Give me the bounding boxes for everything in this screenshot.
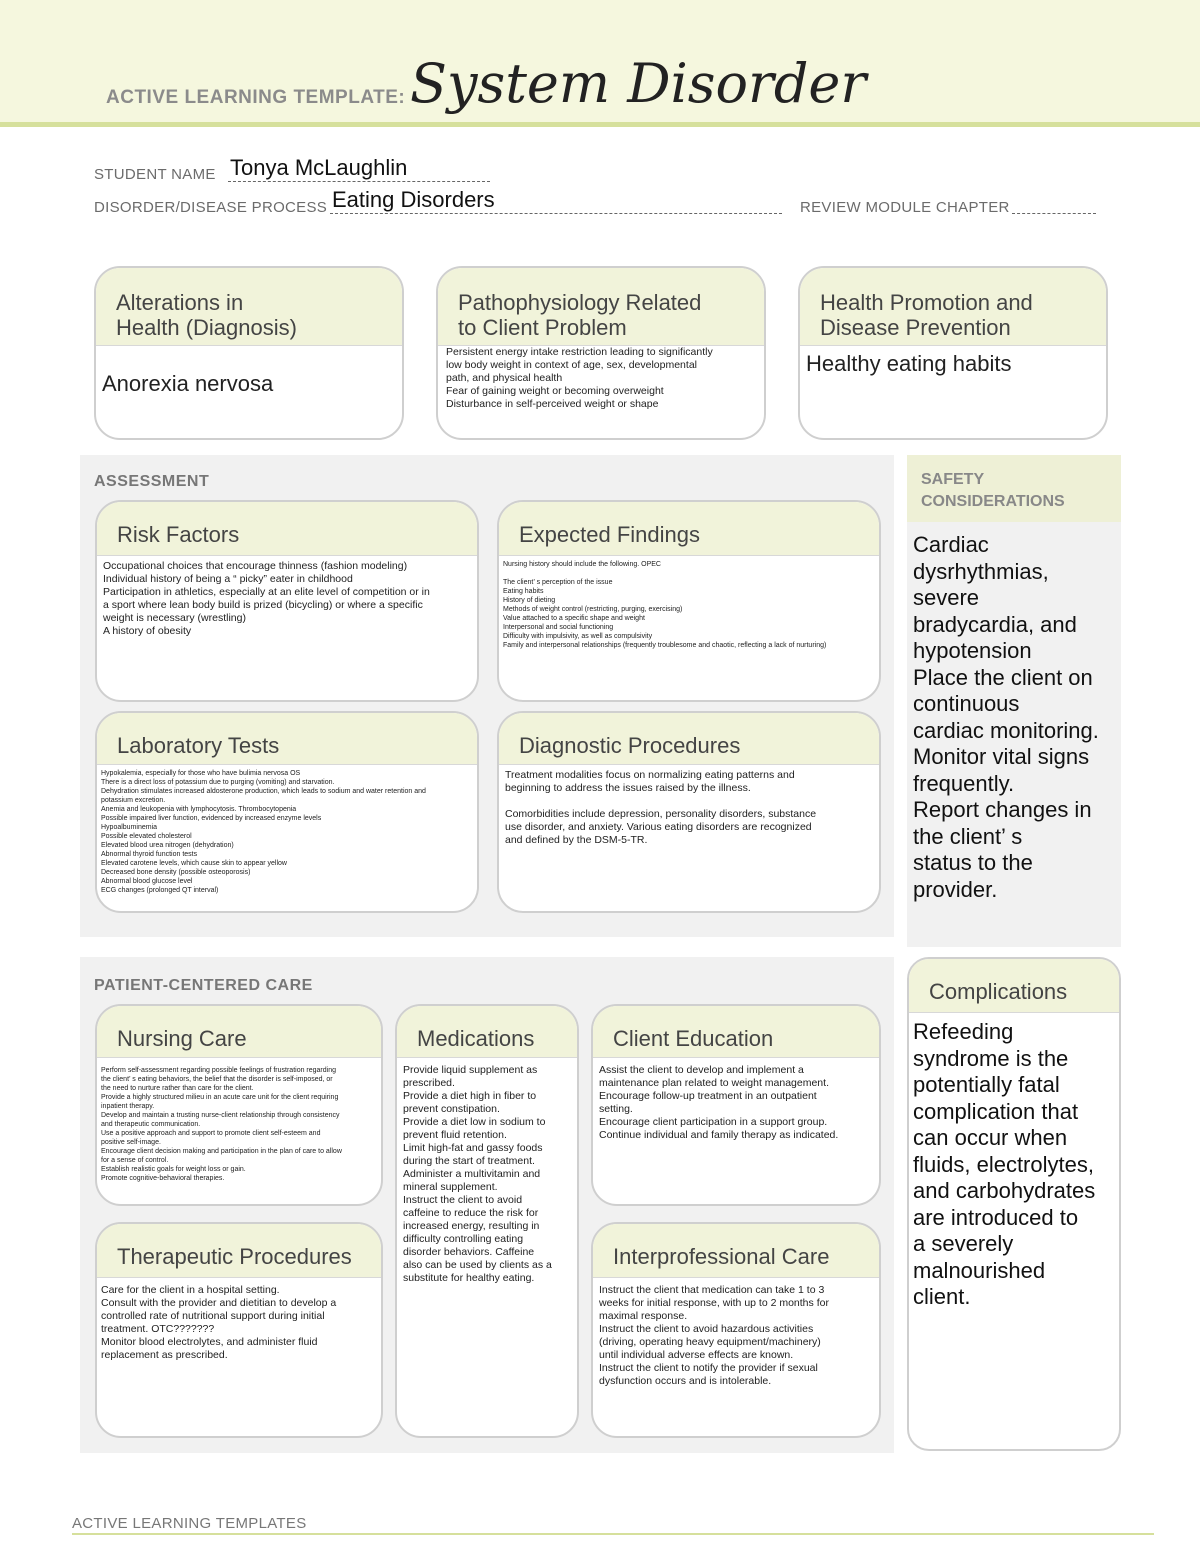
medication-line: Limit high-fat and gassy foods — [403, 1142, 543, 1154]
medication-line: Instruct the client to avoid — [403, 1194, 523, 1206]
safety-label-line-1: SAFETY — [921, 471, 985, 488]
client-education-card-header: Client Education — [593, 1006, 879, 1058]
expected-finding-line: Nursing history should include the following. OPEC — [503, 561, 661, 568]
complications-line: potentially fatal — [913, 1072, 1060, 1097]
health-promotion-card — [798, 266, 1108, 440]
medications-card — [395, 1004, 579, 1438]
medication-line: difficulty controlling eating — [403, 1233, 524, 1245]
therapeutic-line: Care for the client in a hospital setting. — [101, 1284, 280, 1296]
safety-line: severe — [913, 585, 980, 610]
client-education-line: Continue individual and family therapy as indicated. — [599, 1129, 839, 1141]
student-name-value[interactable]: Tonya McLaughlin — [230, 155, 408, 180]
nursing-care-body — [97, 1058, 381, 1191]
laboratory-tests-body — [97, 765, 477, 899]
expected-finding-line: Difficulty with impulsivity, as well as compulsivity — [503, 633, 653, 640]
medications-body — [397, 1058, 577, 1291]
interprofessional-line: (driving, operating heavy equipment/machinery) — [599, 1336, 821, 1348]
nursing-care-line: Promote cognitive-behavioral therapies. — [101, 1175, 225, 1182]
complications-line: are introduced to — [913, 1204, 1079, 1230]
student-name-underline — [228, 181, 490, 182]
patient-centered-care-label: PATIENT-CENTERED CARE — [94, 977, 313, 994]
client-education-line: Encourage follow-up treatment in an outpatient — [599, 1090, 817, 1102]
safety-line: Monitor vital signs — [913, 744, 1090, 769]
nursing-care-line: Provide a highly structured milieu in an acute care unit for the client requiring — [101, 1094, 339, 1101]
diagnostic-procedures-body — [499, 765, 879, 851]
lab-test-line: Possible elevated cholesterol — [101, 833, 192, 840]
interprofessional-line: Instruct the client that medication can take 1 to 3 — [599, 1284, 825, 1296]
footer-divider — [72, 1533, 1154, 1535]
safety-line: cardiac monitoring. — [913, 717, 1099, 743]
medication-line: substitute for healthy eating. — [403, 1272, 535, 1284]
therapeutic-procedures-card-header: Therapeutic Procedures — [97, 1224, 381, 1278]
patho-line: path, and physical health — [446, 372, 563, 384]
disorder-value[interactable]: Eating Disorders — [332, 187, 495, 212]
nursing-care-card-header: Nursing Care — [97, 1006, 381, 1058]
interprofessional-care-body — [593, 1278, 879, 1394]
client-education-line: Assist the client to develop and implement a — [599, 1064, 804, 1076]
nursing-care-line: the need to nurture rather than care for the client. — [101, 1085, 254, 1092]
interprofessional-line: maximal response. — [599, 1310, 688, 1322]
diagnostic-line: beginning to address the issues raised by the illness. — [505, 782, 751, 794]
client-education-line: maintenance plan related to weight management. — [599, 1077, 829, 1089]
expected-findings-card-header: Expected Findings — [499, 502, 879, 556]
expected-findings-body — [499, 556, 879, 654]
expected-finding-line: Family and interpersonal relationships (frequently troublesome and chaotic, reflecting a lack of nurturing) — [503, 642, 827, 649]
nursing-care-line: inpatient therapy. — [101, 1103, 155, 1110]
safety-line: status to the — [913, 850, 1033, 875]
interprofessional-line: Instruct the client to avoid hazardous activities — [599, 1323, 814, 1335]
expected-finding-line: Eating habits — [503, 588, 544, 595]
lab-test-line: Anemia and leukopenia with lymphocytosis. Thrombocytopenia — [101, 806, 297, 813]
medication-line: caffeine to reduce the risk for — [403, 1207, 539, 1219]
diagnostic-line: use disorder, and anxiety. Various eating disorders are recognized — [505, 821, 812, 833]
patho-line: Disturbance in self-perceived weight or shape — [446, 398, 659, 410]
alterations-title-line-2: Health (Diagnosis) — [116, 315, 297, 340]
complications-line: and carbohydrates — [913, 1178, 1096, 1203]
lab-test-line: Possible impaired liver function, evidenced by increased enzyme levels — [101, 815, 322, 822]
lab-test-line: ECG changes (prolonged QT interval) — [101, 887, 219, 894]
complications-card-header: Complications — [909, 959, 1119, 1013]
lab-test-line: Dehydration stimulates increased aldosterone production, which leads to sodium and water retention and — [101, 788, 426, 795]
medication-line: also can be used by clients as a — [403, 1259, 552, 1271]
nursing-care-line: the client’ s eating behaviors, the belief that the disorder is self-imposed, or — [101, 1076, 333, 1083]
expected-findings-card — [497, 500, 881, 702]
safety-line: the client’ s — [913, 823, 1023, 849]
client-education-line: setting. — [599, 1103, 633, 1115]
nursing-care-line: positive self-image. — [101, 1139, 161, 1146]
health-promotion-body: Healthy eating habits — [806, 351, 1012, 376]
diagnostic-line: Treatment modalities focus on normalizing eating patterns and — [505, 769, 795, 781]
patho-title-line-1: Pathophysiology Related — [458, 290, 702, 315]
medication-line: prescribed. — [403, 1077, 455, 1089]
therapeutic-line: Monitor blood electrolytes, and administer fluid — [101, 1336, 318, 1348]
health-promotion-title-line-1: Health Promotion and — [820, 290, 1033, 315]
complications-line: can occur when — [913, 1125, 1068, 1150]
therapeutic-procedures-card — [95, 1222, 383, 1438]
safety-line: Place the client on — [913, 664, 1093, 690]
risk-factor-line: Participation in athletics, especially at an elite level of competition or in — [103, 586, 430, 598]
safety-line: Report changes in — [913, 797, 1092, 822]
disorder-underline — [330, 213, 782, 214]
therapeutic-line: replacement as prescribed. — [101, 1349, 228, 1361]
lab-test-line: Hypoalbuminemia — [101, 824, 158, 831]
alterations-card — [94, 266, 404, 440]
safety-text — [913, 532, 1117, 903]
therapeutic-line: Consult with the provider and dietitian to develop a — [101, 1297, 337, 1309]
expected-finding-line: History of dieting — [503, 597, 556, 604]
interprofessional-care-card — [591, 1222, 881, 1438]
assessment-label: ASSESSMENT — [94, 473, 210, 490]
safety-header — [907, 455, 1121, 522]
student-name-label: STUDENT NAME — [94, 166, 216, 183]
interprofessional-line: until individual adverse effects are known. — [599, 1349, 794, 1361]
medication-line: during the start of treatment. — [403, 1155, 535, 1167]
safety-line: Cardiac — [913, 532, 989, 557]
diagnostic-line: Comorbidities include depression, personality disorders, substance — [505, 808, 817, 820]
safety-line: continuous — [913, 691, 1020, 716]
diagnostic-line: and defined by the DSM-5-TR. — [505, 834, 648, 846]
alterations-card-header — [96, 268, 402, 346]
therapeutic-line: treatment. OTC??????? — [101, 1323, 215, 1335]
lab-test-line: Abnormal thyroid function tests — [101, 851, 198, 858]
client-education-card — [591, 1004, 881, 1206]
client-education-line: Encourage client participation in a support group. — [599, 1116, 828, 1128]
interprofessional-care-card-header: Interprofessional Care — [593, 1224, 879, 1278]
diagnostic-procedures-card — [497, 711, 881, 913]
lab-test-line: Decreased bone density (possible osteoporosis) — [101, 869, 251, 876]
risk-factor-line: weight is necessary (wrestling) — [103, 612, 246, 624]
diagnostic-line — [505, 795, 873, 808]
medication-line: Administer a multivitamin and — [403, 1168, 541, 1180]
nursing-care-line: for a sense of control. — [101, 1157, 169, 1164]
complications-line: complication that — [913, 1098, 1079, 1124]
expected-finding-line: The client’ s perception of the issue — [503, 579, 613, 586]
risk-factor-line: a sport where lean body build is prized (bicycling) or where a specific — [103, 599, 423, 611]
laboratory-tests-card-header: Laboratory Tests — [97, 713, 477, 765]
diagnostic-procedures-card-header: Diagnostic Procedures — [499, 713, 879, 765]
safety-line: provider. — [913, 876, 998, 902]
therapeutic-line: controlled rate of nutritional support during initial — [101, 1310, 325, 1322]
nursing-care-line: Encourage client decision making and participation in the plan of care to allow — [101, 1148, 342, 1155]
lab-test-line: Hypokalemia, especially for those who have bulimia nervosa OS — [101, 770, 301, 777]
nursing-care-line: and therapeutic communication. — [101, 1121, 201, 1128]
risk-factor-line: Occupational choices that encourage thinness (fashion modeling) — [103, 560, 408, 572]
laboratory-tests-card — [95, 711, 479, 913]
patho-line: Persistent energy intake restriction leading to significantly — [446, 346, 713, 358]
risk-factors-body — [97, 556, 477, 642]
patho-body — [438, 346, 764, 411]
nursing-care-line: Use a positive approach and support to promote client self-esteem and — [101, 1130, 321, 1137]
lab-test-line: Elevated blood urea nitrogen (dehydration) — [101, 842, 234, 849]
complications-line: a severely — [913, 1231, 1014, 1256]
medication-line: Provide liquid supplement as — [403, 1064, 538, 1076]
interprofessional-line: dysfunction occurs and is intolerable. — [599, 1375, 772, 1387]
chapter-underline[interactable] — [1012, 213, 1096, 214]
complications-line: fluids, electrolytes, — [913, 1151, 1094, 1177]
medication-line: Provide a diet low in sodium to — [403, 1116, 546, 1128]
risk-factor-line: A history of obesity — [103, 625, 192, 637]
patho-card-header — [438, 268, 764, 346]
safety-line: frequently. — [913, 770, 1015, 796]
risk-factors-card-header: Risk Factors — [97, 502, 477, 556]
lab-test-line: potassium excretion. — [101, 797, 166, 804]
safety-line: bradycardia, and — [913, 611, 1077, 637]
medication-line: Provide a diet high in fiber to — [403, 1090, 537, 1102]
expected-finding-line: Interpersonal and social functioning — [503, 624, 614, 631]
medication-line: prevent constipation. — [403, 1103, 500, 1115]
client-education-body — [593, 1058, 879, 1148]
expected-finding-line: Value attached to a specific shape and weight — [503, 615, 645, 622]
health-promotion-card-header — [800, 268, 1106, 346]
risk-factor-line: Individual history of being a “ picky” eater in childhood — [103, 573, 353, 585]
medication-line: mineral supplement. — [403, 1181, 498, 1193]
header-divider — [0, 122, 1200, 127]
expected-finding-line — [503, 569, 875, 578]
therapeutic-procedures-body — [97, 1278, 381, 1368]
patho-card — [436, 266, 766, 440]
expected-finding-line: Methods of weight control (restricting, purging, exercising) — [503, 606, 683, 613]
template-label: ACTIVE LEARNING TEMPLATE: — [106, 87, 406, 108]
patho-line: low body weight in context of age, sex, developmental — [446, 359, 697, 371]
safety-line: hypotension — [913, 638, 1032, 663]
complications-line: client. — [913, 1284, 971, 1309]
lab-test-line: Elevated carotene levels, which cause skin to appear yellow — [101, 860, 287, 867]
footer-text: ACTIVE LEARNING TEMPLATES — [72, 1515, 307, 1532]
medication-line: increased energy, resulting in — [403, 1220, 540, 1232]
lab-test-line: There is a direct loss of potassium due to purging (vomiting) and starvation. — [101, 779, 335, 786]
interprofessional-line: weeks for initial response, with up to 2 months for — [599, 1297, 829, 1309]
health-promotion-title-line-2: Disease Prevention — [820, 315, 1011, 340]
chapter-label: REVIEW MODULE CHAPTER — [800, 199, 1010, 216]
disorder-label: DISORDER/DISEASE PROCESS — [94, 199, 328, 216]
page-title: System Disorder — [410, 52, 867, 115]
nursing-care-line: Establish realistic goals for weight loss or gain. — [101, 1166, 246, 1173]
medications-card-header: Medications — [397, 1006, 577, 1058]
complications-line: syndrome is the — [913, 1045, 1069, 1071]
complications-text — [913, 1019, 1117, 1311]
medication-line: disorder behaviors. Caffeine — [403, 1246, 535, 1258]
safety-label-line-2: CONSIDERATIONS — [921, 493, 1065, 510]
nursing-care-line: Develop and maintain a trusting nurse-client relationship through consistency — [101, 1112, 340, 1119]
nursing-care-card — [95, 1004, 383, 1206]
patho-title-line-2: to Client Problem — [458, 315, 627, 340]
nursing-care-line: Perform self-assessment regarding possible feelings of frustration regarding — [101, 1067, 337, 1074]
interprofessional-line: Instruct the client to notify the provider if sexual — [599, 1362, 818, 1374]
complications-line: Refeeding — [913, 1019, 1014, 1044]
medication-line: prevent fluid retention. — [403, 1129, 507, 1141]
complications-line: malnourished — [913, 1257, 1046, 1283]
safety-line: dysrhythmias, — [913, 558, 1049, 584]
risk-factors-card — [95, 500, 479, 702]
alterations-body: Anorexia nervosa — [102, 371, 274, 396]
patho-line: Fear of gaining weight or becoming overweight — [446, 385, 664, 397]
lab-test-line: Abnormal blood glucose level — [101, 878, 193, 885]
alterations-title-line-1: Alterations in — [116, 290, 244, 315]
